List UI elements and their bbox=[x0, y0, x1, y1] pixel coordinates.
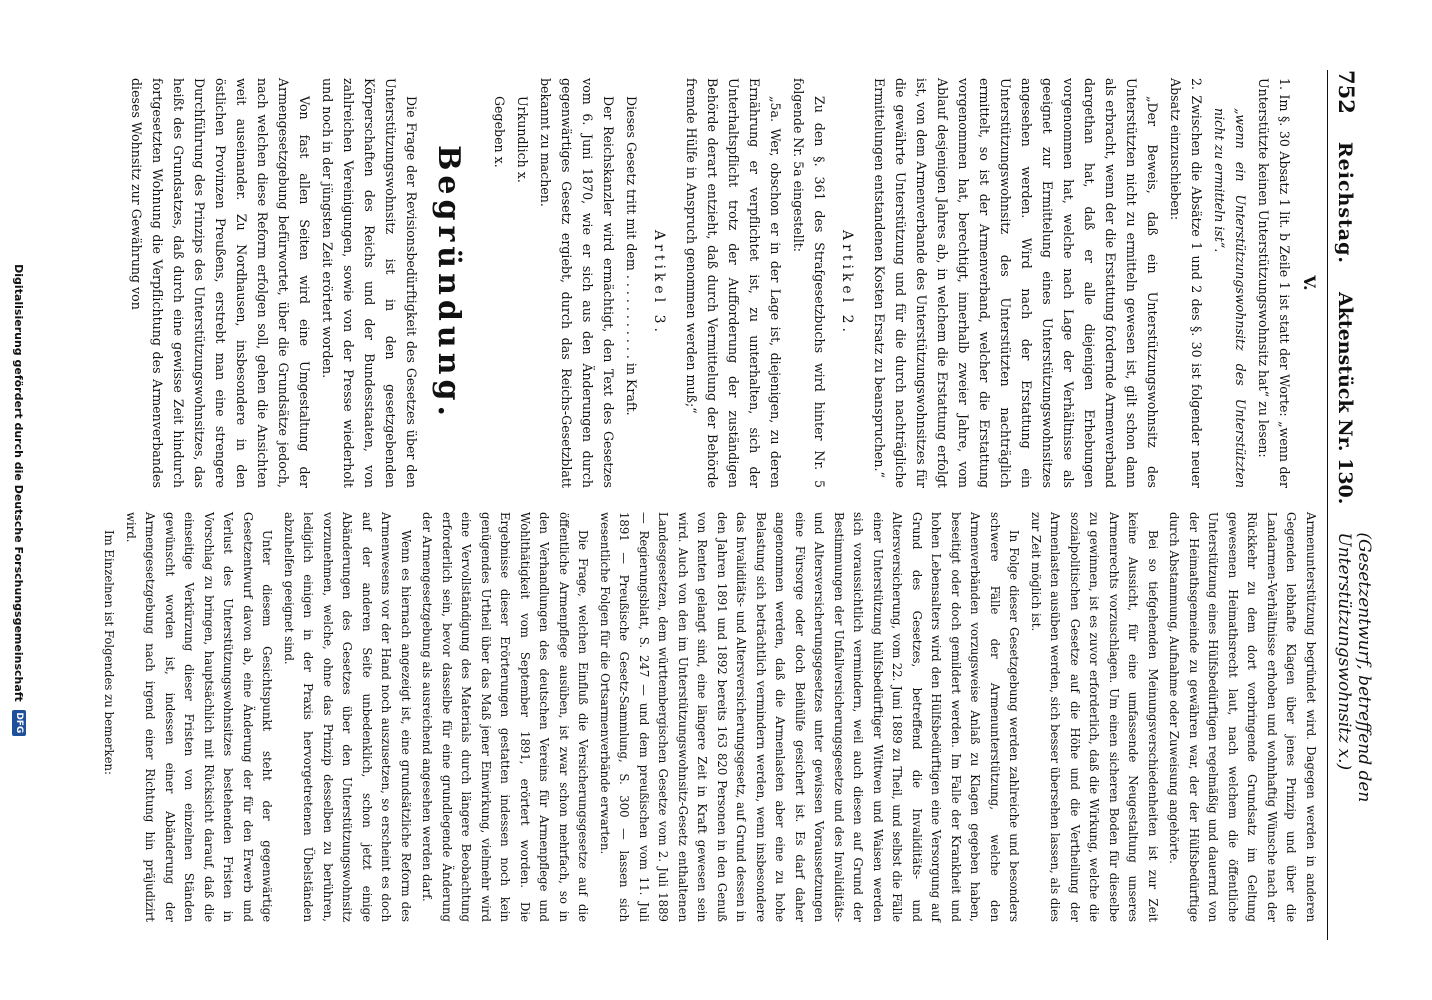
paragraph: Die Frage der Revisionsbedürftigkeit des Gesetzes über den Unterstützungswohnsitz ist in den gesetzgebenden Körperschaften des Reichs und der Bundesstaaten, von zahlreichen Vereinigungen, sowie von der Presse wiederholt und noch in der jüngsten Zeit erörtert worden. bbox=[320, 78, 419, 488]
credit-text: Digitalisierung gefördert durch die Deutsche Forschungsgemeinschaft bbox=[12, 264, 26, 702]
right-column bbox=[97, 512, 1320, 922]
paragraph: 2. Zwischen die Absätze 1 und 2 des §. 30 ist folgender neuer Absatz einzuschieben: bbox=[1168, 78, 1204, 488]
paragraph: Armenunterstützung begründet wird. Dagegen werden in anderen Gegenden lebhafte Klagen über jenes Prinzip und über die Landarmen-Verhältnisse erhoben und wohnhaftig Wünsche nach der Rückkehr zu dem dort vorbringende Grundsatz im Geltung gewesenen Heimathsrecht laut, nach welchem die öffentliche Unterstützung eines Hülfsbedürftigen regelmäßig und dauernd von der Heimathsgemeinde zu gewähren war, der der Hülfsbedürftige durch Abstammung, Aufnahme oder Zuweisung angehörte. bbox=[1167, 512, 1318, 922]
periodical-title: Reichstag. bbox=[1334, 141, 1356, 265]
paragraph: Der Reichskanzler wird ermächtigt, den Text des Gesetzes vom 6. Juni 1870, wie er sich aus den Änderungen durch gegenwärtiges Gesetz ergiebt, durch das Reichs-Gesetzblatt bekannt zu machen. bbox=[538, 78, 616, 488]
document-subtitle: (Gesetzentwurf, betreffend den Unterstützungswohnsitz x.) bbox=[1334, 532, 1374, 803]
paragraph: Urkundlich x. bbox=[515, 96, 530, 183]
article-heading: Artikel 3. bbox=[651, 230, 667, 336]
document-number: Aktenstück Nr. 130. bbox=[1334, 292, 1356, 505]
section-numeral: V. bbox=[1300, 275, 1319, 291]
dfg-logo: DFG bbox=[12, 710, 26, 736]
page-header bbox=[1327, 70, 1374, 940]
paragraph: Unter diesem Gesichtspunkt steht der gegenwärtige Gesetzentwurf davon ab, eine Änderung der für den Erwerb und Verlust des Unterstützungswohnsitzes bestehenden Fristen in Vorschlag zu bringen, hauptsächlich mit Rücksicht darauf, daß die einseitige Verkürzung dieser Fristen von einzelnen Ständen gewünscht worden ist, indessen einer Abänderung der Armengesetzgebung nach irgend einer Richtung hin präjudizirt wird. bbox=[124, 512, 275, 922]
left-column bbox=[124, 78, 1320, 488]
quoted-text: „wenn ein Unterstützungswohnsitz des Unterstützten nicht zu ermitteln ist“. bbox=[1212, 108, 1248, 488]
page-number: 752 bbox=[1334, 70, 1359, 114]
paragraph: „Der Beweis, daß ein Unterstützungswohnsitz des Unterstützten nicht zu ermitteln gewesen ist, gilt schon dann als erbracht, wenn der die Erstattung fordernde Armenverband dargethan hat, daß er alle diejenigen Erhebungen vorgenommen hat, welche nach Lage der Verhältnisse als geeignet zur Ermittelung eines Unterstützungswohnsitzes angesehen werden. Wird nach der Erstattung ein Unterstützungswohnsitz des Unterstützten nachträglich ermittelt, so ist der Armenverband, welcher die Erstattung vorgenommen hat, berechtigt, innerhalb zweier Jahre, vom Ablauf desjenigen Jahres ab, in welchem die Erstattung erfolgt ist, von dem Armenverbande des Unterstützungswohnsitzes für die gewährte Unterstützung und für die durch nachträgliche Ermittelungen entstandenen Kosten Ersatz zu beanspruchen.“ bbox=[872, 78, 1160, 488]
paragraph: Die Frage, welchen Einfluß die Versicherungsgesetze auf die öffentliche Armenpflege ausüben, ist zwar schon mehrfach, so in den Verhandlungen des deutschen Vereins für Armenpflege und Wohlthätigkeit vom September 1891, erörtert worden. Die Ergebnisse dieser Erörterungen gestatten indessen noch kein genügendes Urtheil über das Maß jener Einwirkung, vielmehr wird eine Vervollständigung des Materials durch längere Beobachtung erforderlich sein, bevor dasselbe für eine grundlegende Änderung der Armengesetzgebung als ausreichend angesehen werden darf. bbox=[420, 512, 591, 922]
paragraph: Dieses Gesetz tritt mit dem . . . . . . . . . . . in Kraft. bbox=[624, 96, 639, 416]
digitization-credit bbox=[12, 0, 26, 1000]
article-heading: Artikel 2. bbox=[839, 230, 855, 336]
paragraph: Bei so tiefgehenden Meinungsverschiedenheiten ist zur Zeit keine Aussicht, für eine umfassende Neugestaltung unseres Armenrechts vorzuschlagen. Um einen sicheren Boden für dieselbe zu gewinnen, ist es zuvor erforderlich, daß die Wirkung, welche die sozialpolitischen Gesetze auf die Höhe und die Vertheilung der Armenlasten ausüben werden, sich besser übersehen lassen, als dies zur Zeit möglich ist. bbox=[1029, 512, 1160, 923]
paragraph: In Folge dieser Gesetzgebung werden zahlreiche und besonders schwere Fälle der Armenunterstützung, welche den Armenverbänden vorzugsweise Anlaß zu Klagen gegeben haben, beseitigt oder doch gemildert werden. Im Falle der Krankheit und hohen Lebensalters wird den Hülfsbedürftigen eine Versorgung auf Grund des Gesetzes, betreffend die Invaliditäts- und Altersversicherung, vom 22. Juni 1889 zu Theil, und selbst die Fälle einer Unterstützung hülfsbedürftiger Wittwen und Waisen werden sich voraussichtlich vermindern, weil auch diesen auf Grund der Bestimmungen der Unfallversicherungsgesetze und des Invaliditäts- und Altersversicherungsgesetzes unter gewissen Voraussetzungen eine Fürsorge oder doch Beihülfe gesichert ist. Es darf daher angenommen werden, daß die Armenlasten aber eine zu hohe Belastung sich beträchtlich vermindern werden, wenn insbesondere das Invaliditäts- und Altersversicherungsgesetz, auf Grund dessen in den Jahren 1891 und 1892 bereits 163 820 Personen in den Genuß von Renten gelangt sind, eine längere Zeit in Kraft gewesen sein wird. Auch von den im Unterstützungswohnsitz-Gesetz enthaltenen Landesgesetzen, dem württembergischen Gesetze vom 2. Juli 1889 — Regierungsblatt, S. 247 — und dem preußischen vom 11. Juli 1891 — Preußische Gesetz-Sammlung, S. 300 — lassen sich wesentliche Folgen für die Ortsarmenverbände erwarten. bbox=[598, 512, 1022, 922]
paragraph: 1. Im §. 30 Absatz 1 lit. b Zeile 1 ist statt der Worte: „wenn der Unterstützte keinen Unterstützungswohnsitz hat“ zu lesen: bbox=[1256, 78, 1292, 488]
paragraph: Von fast allen Seiten wird eine Umgestaltung der Armengesetzgebung befürwortet, über die Grundsätze jedoch, nach welchen diese Reform erfolgen soll, gehen die Ansichten weit auseinander. Zu Nordhausen, insbesondere in den östlichen Provinzen Preußens, erstrebt man eine strengere Durchführung des Prinzips des Unterstützungswohnsitzes, das heißt des Grundsatzes, daß durch eine gewisse Zeit hindurch fortgesetzten Wohnung die Verpflichtung des Armenverbandes dieses Wohnsitz zur Gewährung von bbox=[129, 78, 312, 488]
paragraph: Im Einzelnen ist Folgendes zu bemerken: bbox=[102, 530, 117, 775]
paragraph: Wenn es hiernach angezeigt ist, eine grundsätzliche Reform des Armenwesens vor der Hand noch auszusetzen, so erscheint es doch auf der anderen Seite unbedenklich, schon jetzt einige Abänderungen des Gesetzes über den Unterstützungswohnsitz vorzunehmen, welche, ohne das Prinzip desselben zu berühren, lediglich einigen in der Praxis hervorgetretenen Übelständen abzuhelfen geeignet sind. bbox=[282, 512, 413, 922]
paragraph: „5a. Wer, obschon er in der Lage ist, diejenigen, zu deren Ernährung er verpflichtet ist, zu unterhalten, sich der Unterhaltspflicht trotz der Aufforderung der zuständigen Behörde derart entzieht, daß durch Vermittelung der Behörde fremde Hülfe in Anspruch genommen werden muß;“ bbox=[684, 78, 783, 488]
paragraph: Zu den §. 361 des Strafgesetzbuchs wird hinter Nr. 5 folgende Nr. 5a eingestellt: bbox=[791, 78, 827, 488]
section-title: Begründung. bbox=[431, 145, 466, 421]
paragraph: Gegeben x. bbox=[492, 96, 507, 168]
